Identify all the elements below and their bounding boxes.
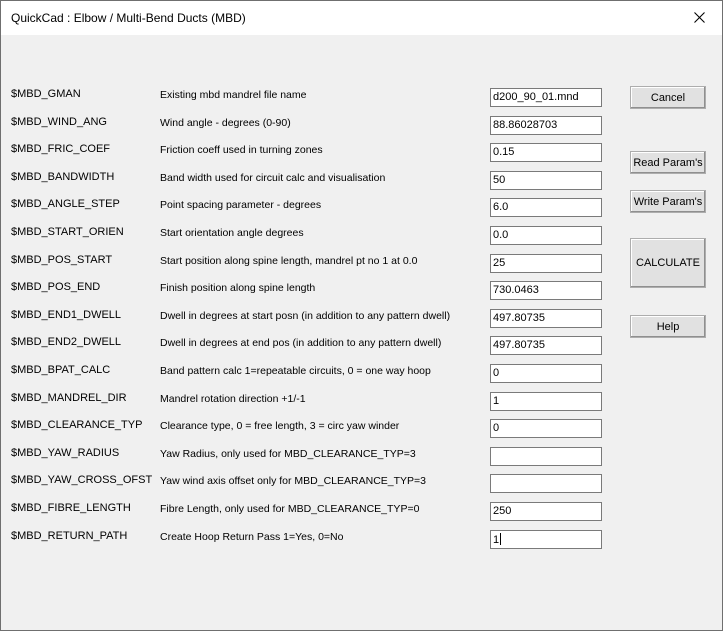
param-value-input[interactable] <box>490 309 602 328</box>
param-description: Dwell in degrees at end pos (in addition to any pattern dwell) <box>160 337 442 350</box>
param-value-text: 88.86028703 <box>493 118 558 131</box>
param-variable-name: $MBD_GMAN <box>11 88 81 100</box>
param-value-input[interactable] <box>490 502 602 521</box>
param-value-text: 730.0463 <box>493 284 539 297</box>
calculate-button[interactable]: CALCULATE <box>630 238 706 288</box>
param-value-text: 50 <box>493 173 506 186</box>
dialog-client-area <box>2 35 722 630</box>
param-value-input[interactable] <box>490 116 602 135</box>
param-value-input[interactable] <box>490 336 602 355</box>
param-description: Wind angle - degrees (0-90) <box>160 116 291 129</box>
param-value-text: 6.0 <box>493 201 509 214</box>
param-row <box>2 336 612 356</box>
param-row <box>2 254 612 274</box>
param-row <box>2 116 612 136</box>
param-row <box>2 474 612 494</box>
param-value-input[interactable] <box>490 198 602 217</box>
param-row <box>2 419 612 439</box>
cancel-button[interactable]: Cancel <box>630 86 706 109</box>
param-row <box>2 143 612 163</box>
param-description: Fibre Length, only used for MBD_CLEARANCE_TYP=0 <box>160 503 420 515</box>
param-row <box>2 198 612 218</box>
param-value-text: 25 <box>493 256 506 269</box>
param-value-input[interactable] <box>490 530 602 549</box>
param-value-text: 0.15 <box>493 146 515 159</box>
param-value-text: 497.80735 <box>493 339 545 352</box>
param-variable-name: $MBD_RETURN_PATH <box>11 529 128 542</box>
read-params-button[interactable]: Read Param's <box>630 151 706 174</box>
help-button[interactable]: Help <box>630 315 706 338</box>
param-row <box>2 364 612 384</box>
param-value-input[interactable] <box>490 254 602 273</box>
param-description: Band pattern calc 1=repeatable circuits, 0 = one way hoop <box>160 365 431 377</box>
param-value-input[interactable] <box>490 419 602 438</box>
param-variable-name: $MBD_BPAT_CALC <box>11 364 111 376</box>
param-description: Yaw Radius, only used for MBD_CLEARANCE_TYP=3 <box>160 447 416 460</box>
param-row <box>2 88 612 108</box>
param-value-input[interactable] <box>490 171 602 190</box>
param-value-input[interactable] <box>490 281 602 300</box>
param-variable-name: $MBD_CLEARANCE_TYP <box>11 419 143 432</box>
param-value-input[interactable] <box>490 392 602 411</box>
param-value-input[interactable] <box>490 143 602 162</box>
param-description: Finish position along spine length <box>160 282 316 295</box>
param-value-text: 1 <box>493 394 500 407</box>
param-row <box>2 281 612 301</box>
param-variable-name: $MBD_ANGLE_STEP <box>11 198 120 211</box>
param-description: Start orientation angle degrees <box>160 227 304 239</box>
param-description: Yaw wind axis offset only for MBD_CLEARANCE_TYP=3 <box>160 475 427 488</box>
param-variable-name: $MBD_END2_DWELL <box>11 336 122 349</box>
param-variable-name: $MBD_POS_END <box>11 281 101 294</box>
param-variable-name: $MBD_FRIC_COEF <box>11 143 111 156</box>
param-description: Existing mbd mandrel file name <box>160 89 307 101</box>
param-variable-name: $MBD_START_ORIEN <box>11 226 124 238</box>
write-params-button[interactable]: Write Param's <box>630 190 706 213</box>
param-variable-name: $MBD_YAW_CROSS_OFST <box>11 474 153 487</box>
param-value-text: 1 <box>493 533 500 546</box>
param-row <box>2 447 612 467</box>
param-description: Dwell in degrees at start posn (in addition to any pattern dwell) <box>160 309 451 322</box>
window-title: QuickCad : Elbow / Multi-Bend Ducts (MBD) <box>11 11 246 25</box>
param-variable-name: $MBD_POS_START <box>11 253 113 266</box>
param-value-text: 0 <box>493 367 500 379</box>
param-value-text: 250 <box>493 505 512 517</box>
param-value-text: 0.0 <box>493 229 509 241</box>
param-description: Friction coeff used in turning zones <box>160 144 323 157</box>
param-description: Clearance type, 0 = free length, 3 = circ yaw winder <box>160 420 400 433</box>
param-value-input[interactable] <box>490 88 602 107</box>
param-variable-name: $MBD_MANDREL_DIR <box>11 391 127 404</box>
param-value-input[interactable] <box>490 226 602 245</box>
param-variable-name: $MBD_YAW_RADIUS <box>11 446 120 459</box>
param-description: Start position along spine length, mandrel pt no 1 at 0.0 <box>160 254 418 267</box>
param-row <box>2 309 612 329</box>
param-description: Mandrel rotation direction +1/-1 <box>160 392 306 405</box>
param-row <box>2 226 612 246</box>
param-variable-name: $MBD_WIND_ANG <box>11 115 107 128</box>
param-row <box>2 171 612 191</box>
param-value-text: 0 <box>493 422 500 435</box>
param-row <box>2 392 612 412</box>
param-value-input[interactable] <box>490 474 602 493</box>
param-value-input[interactable] <box>490 447 602 466</box>
param-description: Create Hoop Return Pass 1=Yes, 0=No <box>160 530 344 543</box>
text-caret <box>500 533 501 545</box>
param-value-input[interactable] <box>490 364 602 383</box>
param-variable-name: $MBD_BANDWIDTH <box>11 170 115 183</box>
param-value-text: d200_90_01.mnd <box>493 91 579 103</box>
param-row <box>2 502 612 522</box>
close-icon <box>694 12 705 23</box>
close-button[interactable] <box>676 1 722 33</box>
param-value-text: 497.80735 <box>493 311 545 324</box>
param-description: Point spacing parameter - degrees <box>160 199 322 212</box>
param-description: Band width used for circuit calc and visualisation <box>160 171 386 184</box>
param-row <box>2 530 612 550</box>
param-variable-name: $MBD_FIBRE_LENGTH <box>11 502 131 514</box>
param-variable-name: $MBD_END1_DWELL <box>11 308 122 321</box>
title-bar[interactable] <box>1 1 722 35</box>
